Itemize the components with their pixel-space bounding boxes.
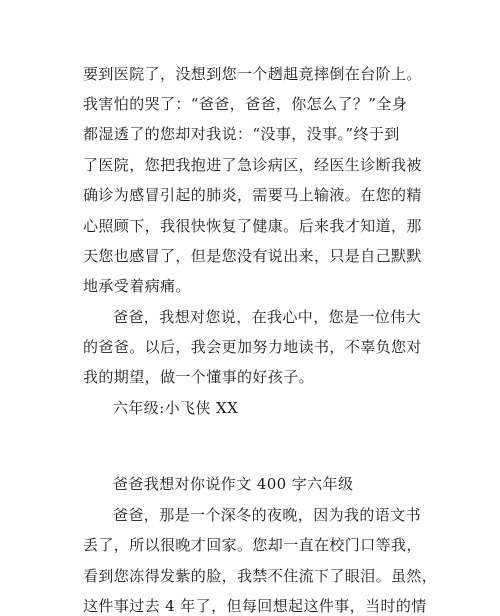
paragraph-line: 的爸爸。以后，我会更加努力地读书，不辜负您对 [83,338,422,356]
paragraph-line: 我的期望，做一个懂事的好孩子。 [83,368,315,386]
paragraph-line: 这件事过去 4 年了，但每回想起这件事，当时的情 [83,597,427,615]
paragraph-line: 爸爸，那是一个深冬的夜晚，因为我的语文书 [113,506,422,524]
paragraph-line: 地承受着病痛。 [83,277,191,295]
paragraph-line: 看到您冻得发紫的脸，我禁不住流下了眼泪。虽然， [83,567,438,585]
paragraph-line: 丢了，所以很晚才回家。您却一直在校门口等我， [83,536,422,554]
paragraph-line: 爸爸，我想对您说，在我心中，您是一位伟大 [113,308,422,326]
paragraph-line: 要到医院了，没想到您一个趔趄竟摔倒在台阶上。 [83,65,422,83]
paragraph-line: 天您也感冒了，但是您没有说出来，只是自己默默 [83,247,422,265]
paragraph-line: 心照顾下，我很快恢复了健康。后来我才知道，那 [83,217,422,235]
essay-title: 爸爸我想对你说作文 400 字六年级 [113,475,354,493]
paragraph-line: 我害怕的哭了：“爸爸，爸爸，你怎么了？”全身 [83,95,408,113]
paragraph-line: 了医院，您把我抱进了急诊病区，经医生诊断我被 [83,156,422,174]
signature: 六年级:小飞侠 XX [113,399,239,417]
paragraph-line: 都湿透了的您却对我说：“没事，没事。”终于到 [83,125,400,143]
paragraph-line: 确诊为感冒引起的肺炎，需要马上输液。在您的精 [83,186,422,204]
